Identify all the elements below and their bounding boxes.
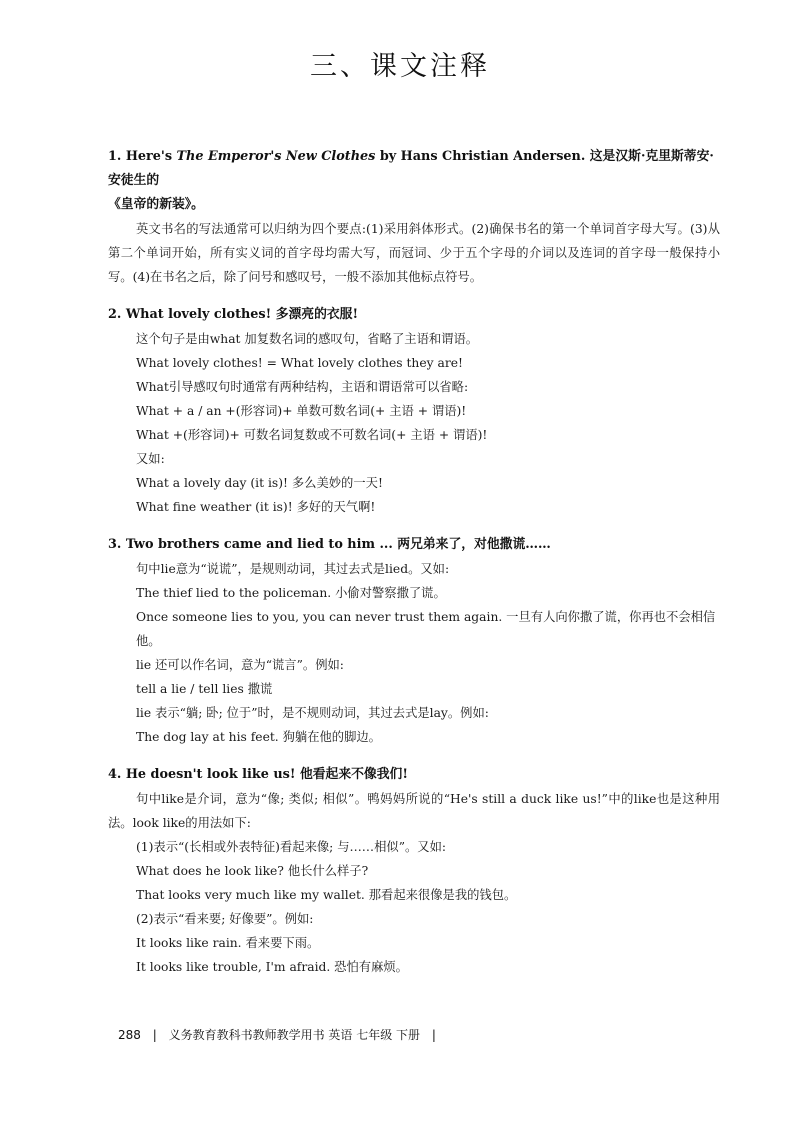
notes-content	[108, 145, 720, 993]
note-line: What + a / an +(形容词)+ 单数可数名词(+ 主语 + 谓语)!	[136, 404, 467, 418]
note-line: What lovely clothes! = What lovely clothes they are!	[136, 356, 463, 370]
note-section-3	[108, 533, 720, 749]
heading-text: 1. Here's	[108, 149, 177, 164]
note-line: 又如:	[136, 452, 165, 466]
page-title: 三、课文注释	[310, 51, 490, 82]
note-line: lie 还可以作名词，意为“谎言”。例如:	[136, 658, 344, 672]
heading-text: by Hans Christian Andersen. 这是汉斯·克里斯蒂安·安徒生的	[108, 149, 714, 188]
note-paragraph: 英文书名的写法通常可以归纳为四个要点:(1)采用斜体形式。(2)确保书名的第一个单词首字母大写。(3)从第二个单词开始，所有实义词的首字母均需大写，而冠词、少于五个字母的介词以及连词的首字母一般保持小写。(4)在书名之后，除了问号和感叹号，一般不添加其他标点符号。	[108, 222, 720, 284]
note-line: It looks like rain. 看来要下雨。	[136, 936, 320, 950]
note-line: lie 表示“躺; 卧; 位于”时，是不规则动词，其过去式是lay。例如:	[136, 706, 489, 720]
note-heading-2: 2. What lovely clothes! 多漂亮的衣服!	[108, 307, 359, 322]
note-line: 句中lie意为“说谎”，是规则动词，其过去式是lied。又如:	[136, 562, 450, 576]
note-line: What引导感叹句时通常有两种结构，主语和谓语常可以省略:	[136, 380, 469, 394]
note-paragraph: 句中like是介词，意为“像; 类似; 相似”。鸭妈妈所说的“He's still a duck like us!”中的like也是这种用法。look like的用法如下:	[108, 792, 720, 830]
note-heading-1-cont: 《皇帝的新装》。	[108, 197, 204, 212]
page-number: 288	[118, 1028, 141, 1042]
footer-separator: |	[431, 1028, 436, 1042]
note-line: 这个句子是由what 加复数名词的感叹句，省略了主语和谓语。	[136, 332, 479, 346]
book-title-italic: The Emperor's New Clothes	[176, 149, 376, 164]
note-line: Once someone lies to you, you can never trust them again. 一旦有人向你撒了谎，你再也不会相信他。	[136, 610, 716, 648]
note-section-4	[108, 763, 720, 979]
note-line: (1)表示“(长相或外表特征)看起来像; 与……相似”。又如:	[136, 840, 447, 854]
note-section-2	[108, 303, 720, 519]
note-line: tell a lie / tell lies 撒谎	[136, 682, 273, 696]
note-line: It looks like trouble, I'm afraid. 恐怕有麻烦。	[136, 960, 408, 974]
note-line: (2)表示“看来要; 好像要”。例如:	[136, 912, 314, 926]
note-line: What does he look like? 他长什么样子?	[136, 864, 369, 878]
footer-separator: |	[152, 1028, 157, 1042]
note-heading-1	[108, 145, 720, 193]
note-line: The thief lied to the policeman. 小偷对警察撒了谎。	[136, 586, 446, 600]
page-footer	[118, 1026, 444, 1043]
note-section-1	[108, 145, 720, 289]
book-name: 义务教育教科书教师教学用书 英语 七年级 下册	[168, 1028, 421, 1042]
note-heading-3: 3. Two brothers came and lied to him ... 两兄弟来了，对他撒谎……	[108, 537, 551, 552]
note-line: What a lovely day (it is)! 多么美妙的一天!	[136, 476, 383, 490]
note-line: That looks very much like my wallet. 那看起来很像是我的钱包。	[136, 888, 517, 902]
note-line: The dog lay at his feet. 狗躺在他的脚边。	[136, 730, 381, 744]
note-line: What +(形容词)+ 可数名词复数或不可数名词(+ 主语 + 谓语)!	[136, 428, 488, 442]
note-heading-4: 4. He doesn't look like us! 他看起来不像我们!	[108, 767, 408, 782]
note-line: What fine weather (it is)! 多好的天气啊!	[136, 500, 376, 514]
